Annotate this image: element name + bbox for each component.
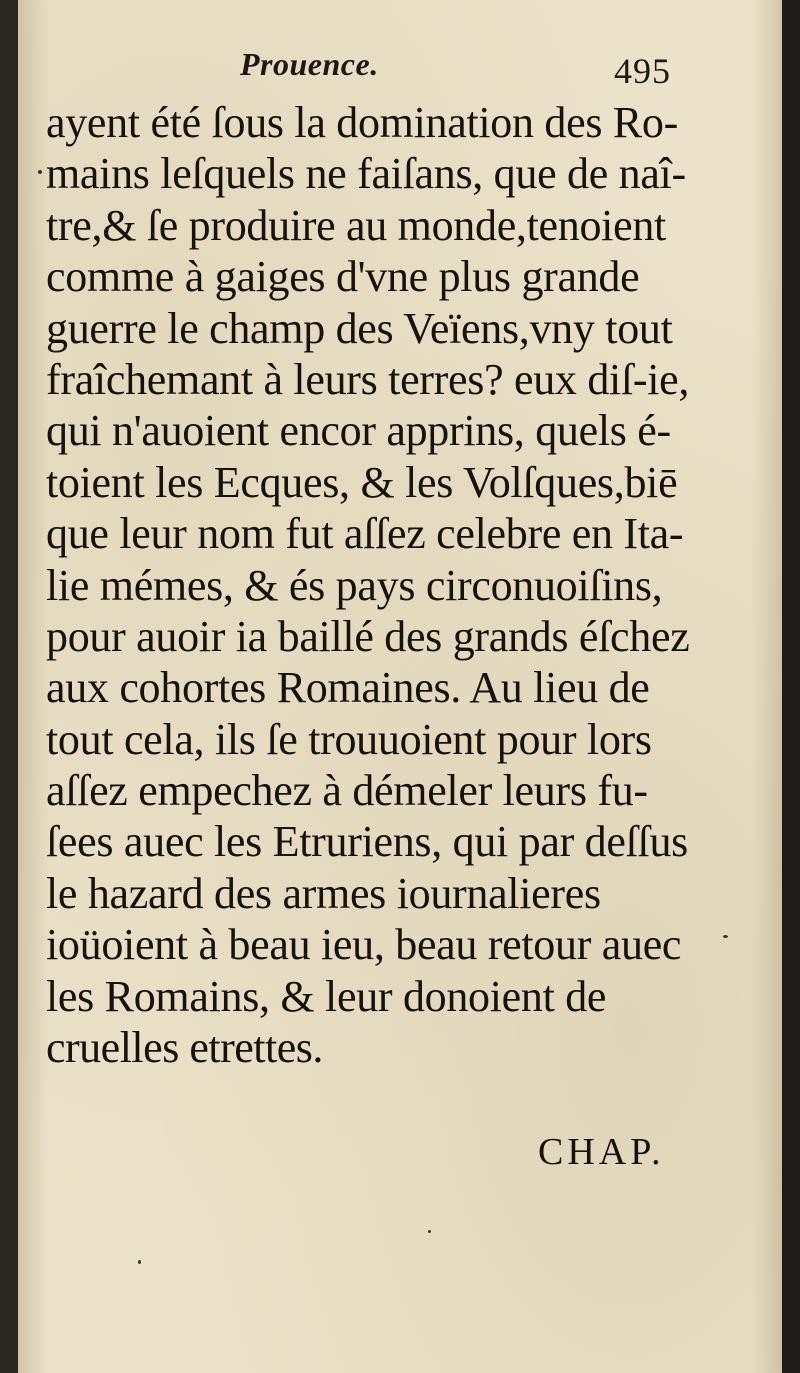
running-head: Prouence. (240, 46, 379, 82)
body-text (46, 97, 766, 1073)
text-line: ayent été ſous la domination des Ro- (46, 98, 678, 147)
paper-speck (428, 1230, 431, 1233)
text-line: aſſez empechez à démeler leurs fu- (46, 766, 648, 816)
text-line: tout cela, ils ſe trouuoient pour lors (46, 714, 652, 764)
text-line: que leur nom fut aſſez celebre en Ita- (46, 509, 684, 559)
text-line: aux cohortes Romaines. Au lieu de (46, 663, 650, 713)
text-line: les Romains, & leur donoient de (46, 971, 607, 1021)
book-page (18, 0, 782, 1373)
paper-speck (138, 1260, 141, 1264)
page-header (18, 44, 782, 94)
text-line: le hazard des armes iournalieres (46, 868, 601, 918)
text-line: cruelles etrettes. (46, 1023, 323, 1073)
text-line: mains leſquels ne faiſans, que de naî- (46, 149, 686, 199)
text-line: comme à gaiges d'vne plus grande (46, 252, 640, 302)
text-line: tre,& ſe produire au monde,tenoient (46, 200, 666, 250)
text-line: pour auoir ia baillé des grands éſchez (46, 611, 690, 661)
text-line: fraîchemant à leurs terres? eux diſ-ie, (46, 354, 690, 404)
text-line: lie mémes, & és pays circonuoiſins, (46, 560, 663, 610)
text-line: toient les Ecques, & les Volſques,biē (46, 457, 678, 507)
text-line: ioüoient à beau ieu, beau retour auec (46, 920, 682, 970)
text-line: qui n'auoient encor apprins, quels é- (46, 406, 671, 456)
text-line: ſees auec les Etruriens, qui par deſſus (46, 817, 688, 867)
paper-speck (38, 170, 42, 174)
catchword: CHAP. (538, 1131, 665, 1173)
paper-speck (723, 935, 728, 938)
page-number: 495 (614, 51, 671, 91)
text-line: guerre le champ des Veïens,vny tout (46, 303, 673, 353)
book-gutter-edge (782, 0, 800, 1373)
